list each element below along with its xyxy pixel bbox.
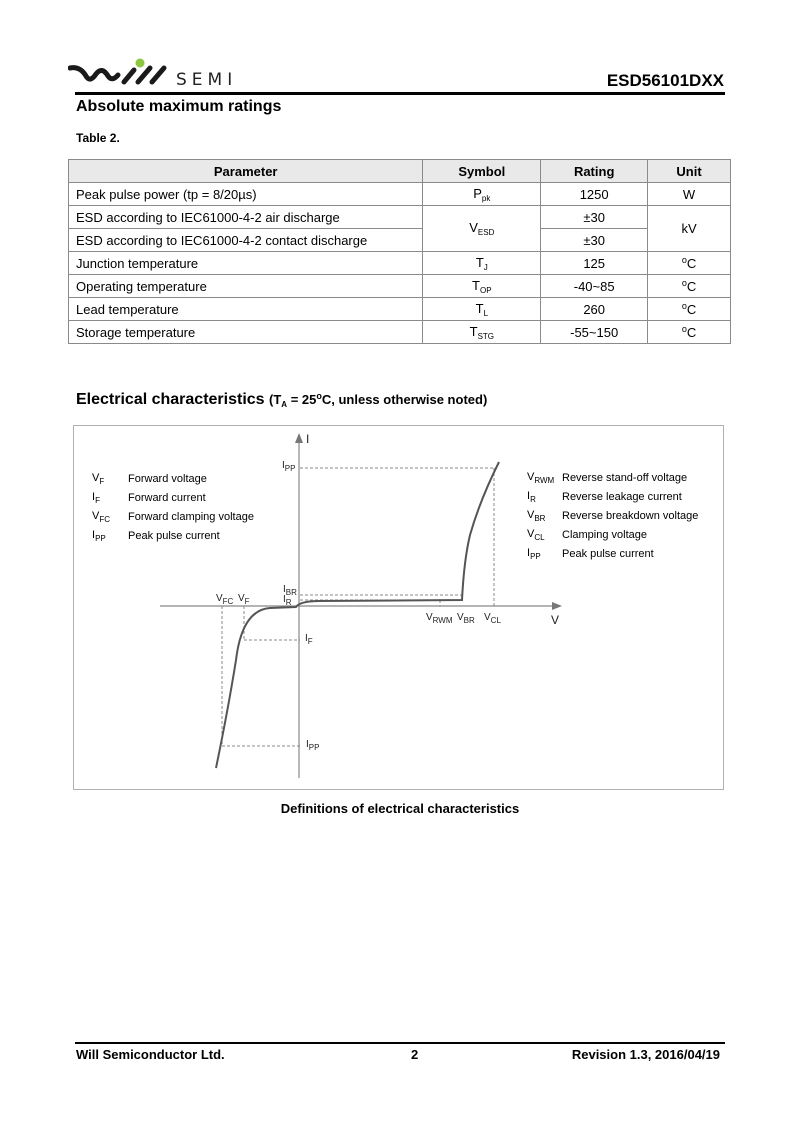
cell-rating: ±30 xyxy=(541,229,648,252)
legend-item: $I_{PP}$ Peak pulse current xyxy=(92,528,220,543)
cell-symbol: $T_{STG}$ xyxy=(423,321,541,344)
cell-parameter: Peak pulse power (tp = 8/20µs) xyxy=(69,183,423,206)
cell-unit: $^o$C xyxy=(648,252,731,275)
footer-rule xyxy=(75,1042,725,1044)
label-vcl: $V_{CL}$ xyxy=(484,612,501,625)
part-number: ESD56101DXX xyxy=(606,71,724,90)
legend-item: $I_{PP}$ Peak pulse current xyxy=(527,546,654,561)
label-vbr: $V_{BR}$ xyxy=(457,612,475,625)
cell-unit: W xyxy=(648,183,731,206)
cell-rating: ±30 xyxy=(541,206,648,229)
cell-symbol: $T_{OP}$ xyxy=(423,275,541,298)
cell-symbol: $P_{pk}$ xyxy=(423,183,541,206)
legend-item: $V_{CL}$ Clamping voltage xyxy=(527,527,647,542)
cell-parameter: ESD according to IEC61000-4-2 air discharge xyxy=(69,206,423,229)
label-vrwm: $V_{RWM}$ xyxy=(426,612,453,625)
cell-unit: $^o$C xyxy=(648,298,731,321)
cell-rating: 1250 xyxy=(541,183,648,206)
cell-rating: -55~150 xyxy=(541,321,648,344)
legend-item: $V_{RWM}$ Reverse stand-off voltage xyxy=(527,470,688,485)
legend-item: $I_F$ Forward current xyxy=(92,490,206,505)
cell-unit: $^o$C xyxy=(648,321,731,344)
label-ir: $I_R$ xyxy=(283,594,292,607)
legend-item: $V_F$ Forward voltage xyxy=(92,471,207,486)
label-ipp-top: $I_{PP}$ xyxy=(282,460,296,473)
cell-symbol: $V_{ESD}$ xyxy=(423,206,541,252)
cell-unit: $^o$C xyxy=(648,275,731,298)
col-header-parameter: Parameter xyxy=(69,160,423,183)
section-title-electrical: Electrical characteristics ($T_A = 25^oC$, unless otherwise noted) xyxy=(76,391,488,409)
footer-revision: Revision 1.3, 2016/04/19 xyxy=(571,1047,720,1062)
page-number: 2 xyxy=(411,1047,419,1062)
label-ibr: $I_{BR}$ xyxy=(283,584,297,597)
test-condition: ($T_A = 25^oC$, unless otherwise noted) xyxy=(269,391,488,409)
section-title-absolute-max: Absolute maximum ratings xyxy=(76,98,282,115)
cell-rating: 260 xyxy=(541,298,648,321)
legend-item: $I_R$ Reverse leakage current xyxy=(527,489,682,504)
label-vf: $V_F$ xyxy=(238,593,250,606)
logo-wordmark: SEMI xyxy=(176,70,238,90)
cell-parameter: Operating temperature xyxy=(69,275,423,298)
col-header-rating: Rating xyxy=(541,160,648,183)
cell-parameter: Storage temperature xyxy=(69,321,423,344)
legend-item: $V_{BR}$ Reverse breakdown voltage xyxy=(527,508,699,523)
cell-rating: 125 xyxy=(541,252,648,275)
cell-symbol: $T_J$ xyxy=(423,252,541,275)
y-axis-label: I xyxy=(306,432,310,446)
col-header-unit: Unit xyxy=(648,160,731,183)
cell-symbol: $T_L$ xyxy=(423,298,541,321)
legend-item: $V_{FC}$ Forward clamping voltage xyxy=(92,509,254,524)
cell-unit: kV xyxy=(648,206,731,252)
legend-reverse xyxy=(527,468,698,563)
cell-parameter: ESD according to IEC61000-4-2 contact discharge xyxy=(69,229,423,252)
cell-parameter: Junction temperature xyxy=(69,252,423,275)
footer-company: Will Semiconductor Ltd. xyxy=(76,1047,225,1062)
legend-forward xyxy=(92,469,254,545)
figure-caption: Definitions of electrical characteristics xyxy=(280,801,520,816)
cell-rating: -40~85 xyxy=(541,275,648,298)
label-if: $I_F$ xyxy=(305,633,313,646)
label-ipp-bottom: $I_{PP}$ xyxy=(306,739,320,752)
table-caption: Table 2. xyxy=(76,131,120,145)
label-vfc: $V_{FC}$ xyxy=(216,593,234,606)
col-header-symbol: Symbol xyxy=(423,160,541,183)
cell-parameter: Lead temperature xyxy=(69,298,423,321)
x-axis-label: V xyxy=(551,613,560,627)
